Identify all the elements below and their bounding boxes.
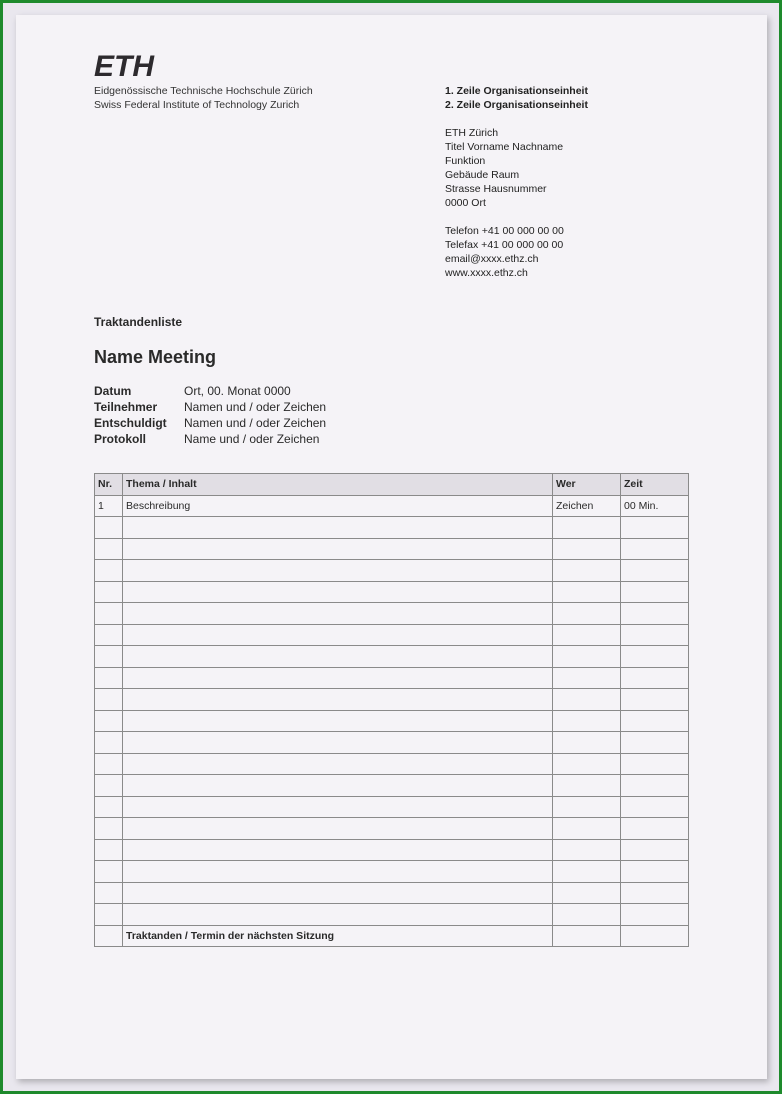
- cell-wer: [553, 904, 621, 926]
- cell-zeit: [621, 689, 689, 711]
- cell-nr: [95, 710, 123, 732]
- meta-value: Namen und / oder Zeichen: [184, 400, 327, 414]
- cell-wer: Zeichen: [553, 495, 621, 517]
- cell-nr: [95, 667, 123, 689]
- meta-row-datum: [94, 383, 326, 399]
- table-row: [95, 560, 689, 582]
- header-nr: Nr.: [95, 474, 123, 496]
- table-row: [95, 517, 689, 539]
- table-row: [95, 603, 689, 625]
- cell-nr: [95, 560, 123, 582]
- cell-nr: [95, 775, 123, 797]
- table-row: [95, 839, 689, 861]
- cell-thema: [123, 753, 553, 775]
- table-row: [95, 861, 689, 883]
- header-zeit: Zeit: [621, 474, 689, 496]
- institution-en: Swiss Federal Institute of Technology Zurich: [94, 99, 300, 111]
- cell-wer: [553, 667, 621, 689]
- cell-thema: [123, 775, 553, 797]
- cell-wer: [553, 689, 621, 711]
- table-row: [95, 689, 689, 711]
- agenda-body: [95, 495, 689, 925]
- meeting-meta: [94, 383, 326, 447]
- meta-label: Protokoll: [94, 432, 147, 446]
- cell-zeit: [621, 517, 689, 539]
- cell-wer: [553, 538, 621, 560]
- table-row: [95, 495, 689, 517]
- footer-next-meeting: Traktanden / Termin der nächsten Sitzung: [123, 925, 553, 947]
- cell-wer: [553, 839, 621, 861]
- agenda-table: [94, 473, 689, 947]
- meta-value: Ort, 00. Monat 0000: [184, 384, 291, 398]
- cell-nr: 1: [95, 495, 123, 517]
- cell-thema: [123, 581, 553, 603]
- cell-wer: [553, 796, 621, 818]
- cell-thema: [123, 710, 553, 732]
- cell-zeit: [621, 710, 689, 732]
- address-line: Gebäude Raum: [445, 169, 520, 181]
- org-line-1: 1. Zeile Organisationseinheit: [445, 85, 588, 97]
- cell-wer: [553, 882, 621, 904]
- meta-label: Datum: [94, 384, 132, 398]
- cell-zeit: [621, 603, 689, 625]
- cell-thema: [123, 818, 553, 840]
- cell-nr: [95, 689, 123, 711]
- table-row: [95, 710, 689, 732]
- meeting-title: Name Meeting: [94, 347, 217, 367]
- cell-wer: [553, 560, 621, 582]
- cell-wer: [553, 753, 621, 775]
- table-row: [95, 818, 689, 840]
- cell-zeit: [621, 560, 689, 582]
- table-row: [95, 796, 689, 818]
- table-row: [95, 904, 689, 926]
- address-line: Funktion: [445, 155, 486, 167]
- meta-label: Teilnehmer: [94, 400, 158, 414]
- cell-thema: [123, 732, 553, 754]
- cell-nr: [95, 904, 123, 926]
- table-row: [95, 624, 689, 646]
- cell-zeit: [621, 732, 689, 754]
- table-row: [95, 775, 689, 797]
- cell-wer: [553, 861, 621, 883]
- eth-logo: [94, 52, 162, 78]
- contact-fax: Telefax +41 00 000 00 00: [445, 239, 564, 251]
- header-thema: Thema / Inhalt: [123, 474, 553, 496]
- cell-zeit: [621, 624, 689, 646]
- meta-label: Entschuldigt: [94, 416, 167, 430]
- contact-website: www.xxxx.ethz.ch: [445, 267, 528, 279]
- cell-zeit: [621, 882, 689, 904]
- meta-row-entschuldigt: [94, 415, 326, 431]
- cell-nr: [95, 796, 123, 818]
- cell-nr: [95, 753, 123, 775]
- address-block: [445, 84, 588, 280]
- cell-thema: [123, 646, 553, 668]
- cell-nr: [95, 603, 123, 625]
- address-line: ETH Zürich: [445, 127, 499, 139]
- cell-thema: [123, 861, 553, 883]
- cell-zeit: [621, 775, 689, 797]
- document-page: [16, 15, 767, 1079]
- cell-nr: [95, 732, 123, 754]
- cell-thema: [123, 624, 553, 646]
- cell-wer: [553, 710, 621, 732]
- institution-name: [94, 84, 313, 112]
- cell-thema: [123, 667, 553, 689]
- cell-wer: [553, 581, 621, 603]
- cell-zeit: [621, 861, 689, 883]
- cell-nr: [95, 839, 123, 861]
- cell-wer: [553, 624, 621, 646]
- cell-thema: [123, 839, 553, 861]
- meta-value: Namen und / oder Zeichen: [184, 416, 327, 430]
- cell-wer: [553, 732, 621, 754]
- institution-de: Eidgenössische Technische Hochschule Zürich: [94, 85, 313, 97]
- cell-zeit: [621, 667, 689, 689]
- cell-thema: [123, 538, 553, 560]
- footer-cell-wer: [553, 925, 621, 947]
- cell-zeit: [621, 796, 689, 818]
- footer-cell-nr: [95, 925, 123, 947]
- address-line: 0000 Ort: [445, 197, 486, 209]
- agenda-footer-row: [95, 925, 689, 947]
- org-line-2: 2. Zeile Organisationseinheit: [445, 99, 588, 111]
- cell-thema: [123, 796, 553, 818]
- cell-wer: [553, 775, 621, 797]
- cell-nr: [95, 818, 123, 840]
- contact-phone: Telefon +41 00 000 00 00: [445, 225, 564, 237]
- cell-zeit: [621, 818, 689, 840]
- cell-zeit: [621, 538, 689, 560]
- cell-wer: [553, 603, 621, 625]
- cell-zeit: [621, 646, 689, 668]
- cell-zeit: [621, 753, 689, 775]
- table-row: [95, 882, 689, 904]
- table-row: [95, 581, 689, 603]
- cell-nr: [95, 861, 123, 883]
- cell-nr: [95, 538, 123, 560]
- header-wer: Wer: [553, 474, 621, 496]
- cell-zeit: 00 Min.: [621, 495, 689, 517]
- agenda-header-row: [95, 474, 689, 496]
- address-line: Strasse Hausnummer: [445, 183, 547, 195]
- cell-thema: [123, 603, 553, 625]
- cell-wer: [553, 646, 621, 668]
- cell-wer: [553, 517, 621, 539]
- eth-logo-text: ETH: [94, 52, 154, 78]
- cell-thema: [123, 517, 553, 539]
- cell-thema: [123, 882, 553, 904]
- cell-nr: [95, 646, 123, 668]
- table-row: [95, 667, 689, 689]
- cell-zeit: [621, 904, 689, 926]
- contact-email: email@xxxx.ethz.ch: [445, 253, 539, 265]
- cell-nr: [95, 517, 123, 539]
- cell-thema: Beschreibung: [123, 495, 553, 517]
- cell-zeit: [621, 839, 689, 861]
- table-row: [95, 646, 689, 668]
- cell-zeit: [621, 581, 689, 603]
- meta-value: Name und / oder Zeichen: [184, 432, 320, 446]
- address-line: Titel Vorname Nachname: [445, 141, 564, 153]
- cell-thema: [123, 560, 553, 582]
- cell-wer: [553, 818, 621, 840]
- meta-row-protokoll: [94, 431, 326, 447]
- meta-row-teilnehmer: [94, 399, 326, 415]
- table-row: [95, 538, 689, 560]
- cell-thema: [123, 904, 553, 926]
- cell-nr: [95, 581, 123, 603]
- cell-thema: [123, 689, 553, 711]
- cell-nr: [95, 882, 123, 904]
- table-row: [95, 753, 689, 775]
- table-row: [95, 732, 689, 754]
- footer-cell-zeit: [621, 925, 689, 947]
- document-type: Traktandenliste: [94, 315, 183, 329]
- cell-nr: [95, 624, 123, 646]
